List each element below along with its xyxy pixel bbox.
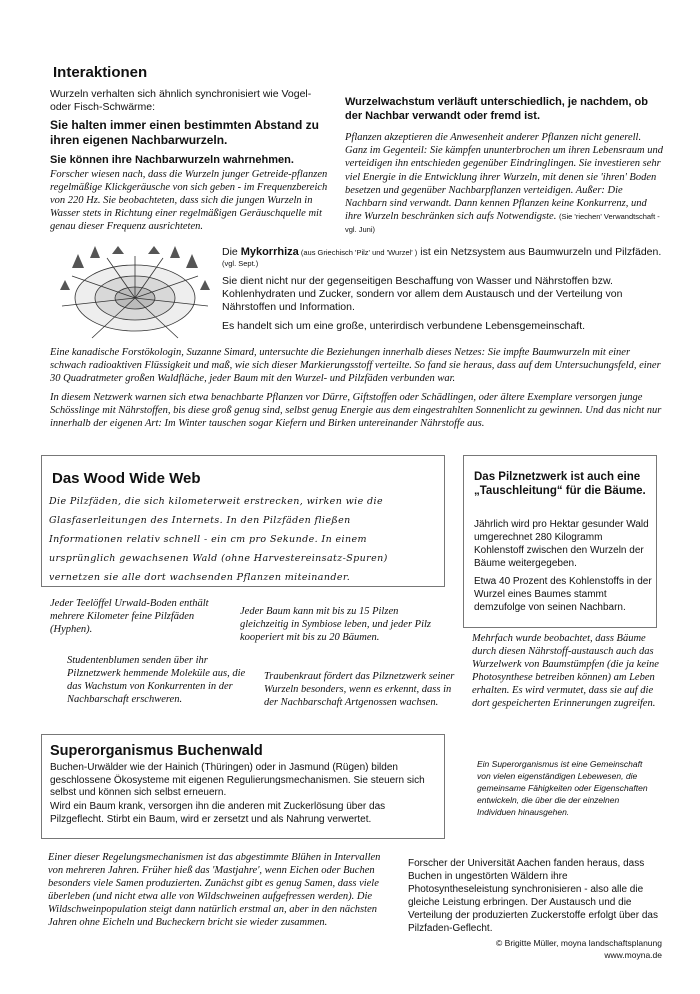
exchange-title: Das Pilznetzwerk ist auch eine „Tauschleitung“ für die Bäume.	[474, 471, 646, 497]
mykorrhiza-term: Mykorrhiza	[240, 246, 299, 258]
exchange-carbon: Jährlich wird pro Hektar gesunder Wald umgerechnet 280 Kilogramm Kohlenstoff zwischen den Wurzeln der Bäume weitergegeben.	[474, 519, 649, 569]
wood-wide-web-title: Das Wood Wide Web	[52, 470, 201, 487]
aachen-research: Forscher der Universität Aachen fanden heraus, dass Buchen in ungestörten Wäldern ihre Photosyntheseleistung synchronisieren - also alle die gleiche Leistung erbringen. Der Austausch und die Verteilung der produzierten Zuckerstoffe erfolgt über das Pilzfaden-Geflecht.	[408, 858, 658, 934]
simard-network: In diesem Netzwerk warnen sich etwa benachbarte Pflanzen vor Dürre, Giftstoffen oder Schädlingen, oder ältere Exemplare versorgen junge Schösslinge mit Nährstoffen, bis diese groß genug sind, selbst genug Energie aus dem eingestrahlten Sonnenlicht zu gewinnen. Und das nicht nur innerhalb der eigenen Art: Im Winter tauschen sogar Kiefern und Birken untereinander Nährstoffe aus.	[50, 392, 662, 429]
growth-source: (Sie 'riechen' Verwandtschaft - vgl. Juni)	[345, 212, 660, 235]
exchange-percent: Etwa 40 Prozent des Kohlenstoffs in der Wurzel eines Baumes stammt demzufolge von seinen Nachbarn.	[474, 576, 652, 613]
exchange-box	[463, 455, 657, 628]
fact-ragweed: Traubenkraut fördert das Pilznetzwerk seiner Wurzeln besonders, wenn es erkennt, dass in der Nachbarschaft Artgenossen wachsen.	[264, 671, 455, 708]
wood-wide-web-line: Glasfaserleitungen des Internets. In den Pilzfäden fließen	[49, 515, 351, 526]
growth-body-text: Pflanzen akzeptieren die Anwesenheit anderer Pflanzen nicht generell. Ganz im Gegenteil: Sie kämpfen ununterbrochen um ihren Lebensraum und verteidigen ihn entschieden gegenüber Eindringlingen. Sie investieren sehr viel Energie in die Entwicklung ihrer Wurzeln, mit denen sie 'ihren' Boden besetzen und gegenüber Nachbarpflanzen verteidigen. Außer: Die Nachbarn sind verwandt. Dann kennen Pflanzen keine Konkurrenz, und ihre Wurzeln beschränken sich aufs Notwendigste.	[345, 132, 663, 223]
footer-url[interactable]: www.moyna.de	[604, 950, 662, 960]
mykorrhiza-etymology: (aus Griechisch 'Pilz' und 'Wurzel' )	[298, 248, 418, 257]
footer-credit: © Brigitte Müller, moyna landschaftsplanung	[496, 938, 662, 948]
fact-stumps: Mehrfach wurde beobachtet, dass Bäume durch diesen Nährstoff-austausch auch das Wurzelwerk von Baumstümpfen (die ja keine Photosynthese betreiben können) am Leben erhalten. Es wird vermutet, dass sie auf die dort gespeicherten Erinnerungen zugreifen.	[472, 633, 659, 709]
wood-wide-web-line: ursprünglich gewachsenen Wald (ohne Harvestereinsatz-Spuren)	[49, 553, 388, 564]
superorganism-care: Wird ein Baum krank, versorgen ihn die anderen mit Zuckerlösung über das Pilzgeflecht. Stirbt ein Baum, wird er zersetzt und als Nahrung verwertet.	[50, 801, 386, 825]
mykorrhiza-pre: Die	[222, 246, 241, 258]
mykorrhiza-definition	[222, 246, 662, 259]
mykorrhiza-community: Es handelt sich um eine große, unterirdisch verbundene Lebensgemeinschaft.	[222, 320, 586, 332]
growth-headline: Wurzelwachstum verläuft unterschiedlich, je nachdem, ob der Nachbar verwandt oder fremd ist.	[345, 96, 648, 122]
page-title: Interaktionen	[53, 64, 148, 81]
intro-headline-perceive: Sie können ihre Nachbarwurzeln wahrnehmen.	[50, 154, 294, 166]
fact-fungi-per-tree: Jeder Baum kann mit bis zu 15 Pilzen gleichzeitig in Symbiose leben, und jeder Pilz kooperiert mit bis zu 20 Bäumen.	[240, 606, 431, 643]
wood-wide-web-lines	[49, 492, 439, 587]
intro-section	[50, 88, 335, 233]
mast-years: Einer dieser Regelungsmechanismen ist das abgestimmte Blühen in Intervallen von mehreren Jahren. Früher hieß das 'Mastjahre', wenn Eichen oder Buchen besonders viele Samen produzierten. Zunächst gibt es genug Samen, dass viele überleben (und nicht etwa alle von Wildschweinen aufgefressen werden). Die Wildschweinpopulation steigt dann natürlich erstmal an, aber in den nächsten Jahren ohne Eicheln und Bucheckern bricht sie wieder zusammen.	[48, 852, 381, 928]
wood-wide-web-line: vernetzen sie alle dort wachsenden Pflanzen miteinander.	[49, 572, 351, 583]
intro-body: Forscher wiesen nach, dass die Wurzeln junger Getreide-pflanzen regelmäßige Klickgeräusche von sich geben - im Frequenzbereich von 220 Hz. Sie beobachteten, dass sich die jungen Wurzeln in Wasser stets in Richtung einer regelmäßigen Geräuschquelle mit genau dieser Frequenz ausrichteten.	[50, 169, 328, 232]
wood-wide-web-line: Die Pilzfäden, die sich kilometerweit erstrecken, wirken wie die	[49, 496, 383, 507]
fact-teaspoon: Jeder Teelöffel Urwald-Boden enthält mehrere Kilometer feine Pilzfäden (Hyphen).	[50, 598, 209, 635]
mykorrhiza-post: ist ein Netzsystem aus Baumwurzeln und Pilzfäden.	[417, 246, 662, 258]
intro-headline-distance: Sie halten immer einen bestimmten Abstand zu ihren eigenen Nachbarwurzeln.	[50, 118, 319, 147]
superorganism-ecosystems: Buchen-Urwälder wie der Hainich (Thüringen) oder in Jasmund (Rügen) bilden geschlossene Ökosysteme mit eigenen Regulierungsmechanismen. Sie steuern sich selbst und können sich selbst erneuern.	[50, 762, 425, 798]
mykorrhiza-section	[222, 246, 662, 333]
simard-section	[50, 346, 666, 430]
mykorrhiza-illustration	[52, 246, 218, 342]
footer	[440, 937, 662, 961]
mykorrhiza-ref: (vgl. Sept.)	[222, 259, 259, 268]
mykorrhiza-function: Sie dient nicht nur der gegenseitigen Beschaffung von Wasser und Nährstoffen bzw. Kohlenhydraten und Zucker, sondern vor allem dem Austausch und der Verteilung von Nährstoffen und Information.	[222, 275, 623, 313]
growth-section	[345, 95, 665, 237]
wood-wide-web-line: Informationen relativ schnell - ein cm pro Sekunde. In einem	[49, 534, 367, 545]
wood-wide-web-box	[41, 455, 445, 587]
intro-line: Wurzeln verhalten sich ähnlich synchronisiert wie Vogel- oder Fisch-Schwärme:	[50, 88, 312, 113]
superorganism-title: Superorganismus Buchenwald	[50, 743, 263, 759]
simard-research: Eine kanadische Forstökologin, Suzanne Simard, untersuchte die Beziehungen innerhalb dieses Netzes: Sie impfte Baumwurzeln mit einer schwach radioaktiven Flüssigkeit und maß, wie sich dieser Markierungsstoff verteilte. So fand sie heraus, dass auf dem Untersuchungsfeld, einer 30 Quadratmeter großen Waldfläche, jeder Baum mit den Wurzel- und Pilzfäden verbunden war.	[50, 347, 661, 384]
superorganism-definition: Ein Superorganismus ist eine Gemeinschaft von vielen eigenständigen Lebewesen, die gemeinsame Fähigkeiten oder Eigenschaften entwickeln, die über die der einzelnen Individuen hinausgehen.	[477, 759, 648, 817]
growth-body	[345, 131, 665, 237]
superorganism-box	[41, 734, 445, 839]
fact-marigolds: Studentenblumen senden über ihr Pilznetzwerk hemmende Moleküle aus, die das Wachstum von Konkurrenten in der Nachbarschaft erschweren.	[67, 655, 246, 705]
tree-circle-icon	[52, 246, 218, 342]
